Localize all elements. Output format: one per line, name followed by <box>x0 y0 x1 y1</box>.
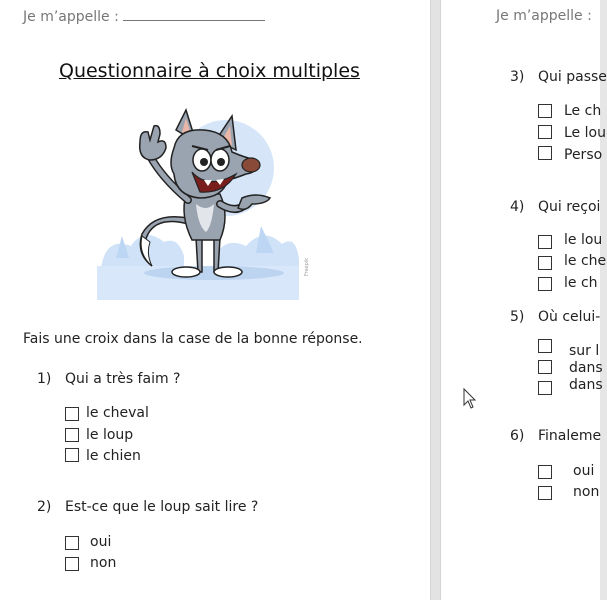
question-5-number: 5) <box>510 309 525 325</box>
q5-option-1: sur l <box>569 343 600 359</box>
q5-option-3: dans <box>569 377 603 393</box>
q4-option-1: le lou <box>564 232 603 248</box>
q6-checkbox-1[interactable] <box>538 465 552 479</box>
question-1-text: Qui a très faim ? <box>65 371 181 387</box>
q2-checkbox-1[interactable] <box>65 536 79 550</box>
image-watermark: Freepik <box>304 257 310 276</box>
name-label: Je m’appelle : <box>23 9 119 25</box>
document-page-2 <box>441 0 607 600</box>
q1-checkbox-2[interactable] <box>65 428 79 442</box>
q5-checkbox-1[interactable] <box>538 339 552 353</box>
q1-checkbox-1[interactable] <box>65 407 79 421</box>
q1-checkbox-3[interactable] <box>65 448 79 462</box>
q4-checkbox-3[interactable] <box>538 277 552 291</box>
name-blank-line[interactable] <box>123 7 265 21</box>
q3-option-1: Le ch <box>564 103 602 119</box>
q2-checkbox-2[interactable] <box>65 557 79 571</box>
q3-checkbox-3[interactable] <box>538 146 552 160</box>
question-2-number: 2) <box>37 499 52 515</box>
question-4-number: 4) <box>510 199 525 215</box>
name-label-page-2: Je m’appelle : <box>496 8 592 24</box>
q3-option-2: Le lou <box>564 125 606 141</box>
q6-option-2: non <box>573 484 600 500</box>
q4-checkbox-2[interactable] <box>538 256 552 270</box>
q3-checkbox-2[interactable] <box>538 125 552 139</box>
question-3-text: Qui passe <box>538 69 607 85</box>
instruction-text: Fais une croix dans la case de la bonne réponse. <box>23 331 363 347</box>
q5-checkbox-2[interactable] <box>538 360 552 374</box>
q2-option-1: oui <box>90 534 112 550</box>
q1-option-2: le loup <box>86 427 134 443</box>
q4-checkbox-1[interactable] <box>538 235 552 249</box>
wolf-illustration <box>96 108 314 302</box>
page-gutter <box>430 0 441 600</box>
question-1-number: 1) <box>37 371 52 387</box>
q4-option-3: le ch <box>564 275 598 291</box>
question-4-text: Qui reçoi <box>538 199 601 215</box>
mouse-pointer-icon <box>463 388 477 410</box>
q6-checkbox-2[interactable] <box>538 486 552 500</box>
q2-option-2: non <box>90 555 117 571</box>
question-5-text: Où celui- <box>538 309 601 325</box>
q5-checkbox-3[interactable] <box>538 381 552 395</box>
question-6-text: Finaleme <box>538 428 602 444</box>
q3-checkbox-1[interactable] <box>538 104 552 118</box>
question-6-number: 6) <box>510 428 525 444</box>
q6-option-1: oui <box>573 463 595 479</box>
question-3-number: 3) <box>510 69 525 85</box>
name-field-row <box>23 7 265 26</box>
q1-option-3: le chien <box>86 448 141 464</box>
q5-option-2: dans <box>569 360 603 376</box>
question-2-text: Est-ce que le loup sait lire ? <box>65 499 259 515</box>
page-title: Questionnaire à choix multiples <box>59 60 360 82</box>
q4-option-2: le che <box>564 253 607 269</box>
q3-option-3: Perso <box>564 147 603 163</box>
q1-option-1: le cheval <box>86 405 149 421</box>
